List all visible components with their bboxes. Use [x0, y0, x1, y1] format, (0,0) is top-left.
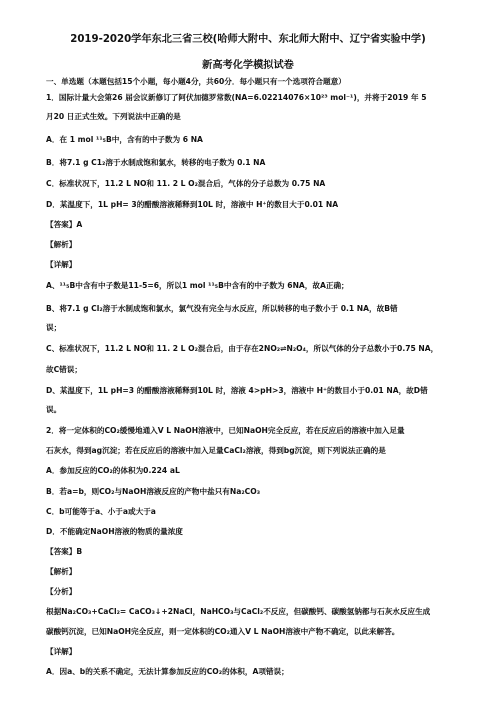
detail-label-2: 【详解】 — [46, 647, 77, 656]
detail-b: B、将7.1 g Cl₂溶于水制成饱和氯水，氯气没有完全与水反应，所以转移的电子数小于 0.1 NA，故B错 — [46, 304, 398, 313]
detail-a: A、¹¹₅B中含有中子数是11-5=6，所以1 mol ¹¹₅B中含有的中子数为 6NA，故A正确； — [46, 281, 349, 290]
answer-label: 【答案】A — [46, 220, 83, 229]
question-1-option-d: D．某温度下，1L pH= 3的醋酸溶液稀释到10L 时，溶液中 H⁺的数目大于0.01 NA — [46, 200, 339, 209]
detail-b-cont: 误； — [46, 323, 62, 332]
analysis-label: 【解析】 — [46, 240, 77, 249]
method-text: 根据Na₂CO₃+CaCl₂= CaCO₃↓+2NaCl，NaHCO₃与CaCl₂不反应，但碳酸钙、碳酸氢钠都与石灰水反应生成 — [46, 607, 431, 616]
detail-d: D、某温度下，1L pH=3 的醋酸溶液稀释到10L 时，溶液 4>pH>3，溶液中 H⁺的数目小于0.01 NA，故D错 — [46, 386, 428, 395]
question-1-option-c: C．标准状况下，11.2 L NO和 11. 2 L O₂混合后，气体的分子总数为 0.75 NA — [46, 179, 326, 188]
method-text-cont: 碳酸钙沉淀，已知NaOH完全反应，则一定体积的CO₂通入V L NaOH溶液中产物不确定，以此来解答。 — [46, 627, 400, 636]
analysis-label-2: 【解析】 — [46, 567, 77, 576]
detail-label: 【详解】 — [46, 260, 77, 269]
question-2-option-b: B．若a=b，则CO₂与NaOH溶液反应的产物中盐只有Na₂CO₃ — [46, 487, 261, 496]
question-2-stem: 2．将一定体积的CO₂缓慢地通入V L NaOH溶液中，已知NaOH完全反应，若在反应后的溶液中加入足量 — [46, 426, 405, 435]
detail-c-cont: 故C错误； — [46, 365, 82, 374]
question-2-stem-cont: 石灰水，得到ag沉淀；若在反应后的溶液中加入足量CaCl₂溶液，得到bg沉淀，则下列说法正确的是 — [46, 446, 386, 455]
detail-d-cont: 误。 — [46, 405, 62, 414]
question-1-option-b: B．将7.1 g C1₂溶于水制成饱和氯水，转移的电子数为 0.1 NA — [46, 158, 266, 167]
document-subtitle: 新高考化学模拟试卷 — [202, 60, 294, 71]
detail-c: C、标准状况下，11.2 L NO和 11. 2 L O₂混合后，由于存在2NO₂⇌N₂O₄，所以气体的分子总数小于0.75 NA， — [46, 344, 439, 353]
question-2-option-c: C．b可能等于a、小于a或大于a — [46, 507, 156, 516]
question-2-option-a: A．参加反应的CO₂的体积为0.224 aL — [46, 466, 180, 475]
question-1-option-a: A．在 1 mol ¹¹₅B中，含有的中子数为 6 NA — [46, 135, 203, 144]
question-1-stem-cont: 月20 日正式生效。下列说法中正确的是 — [46, 112, 181, 121]
document-title: 2019-2020学年东北三省三校(哈师大附中、东北师大附中、辽宁省实验中学) — [70, 34, 426, 45]
answer-label-2: 【答案】B — [46, 547, 83, 556]
question-1-stem: 1．国际计量大会第26 届会议新修订了阿伏加德罗常数(NA=6.02214076×10²³ mol⁻¹)，并将于2019 年 5 — [46, 93, 427, 102]
method-label: 【分析】 — [46, 587, 77, 596]
detail-2-a: A．因a、b的关系不确定，无法计算参加反应的CO₂的体积，A项错误； — [46, 667, 289, 676]
question-2-option-d: D．不能确定NaOH溶液的物质的量浓度 — [46, 527, 183, 536]
section-heading: 一、单选题（本题包括15个小题，每小题4分，共60分．每小题只有一个选项符合题意） — [46, 77, 346, 86]
